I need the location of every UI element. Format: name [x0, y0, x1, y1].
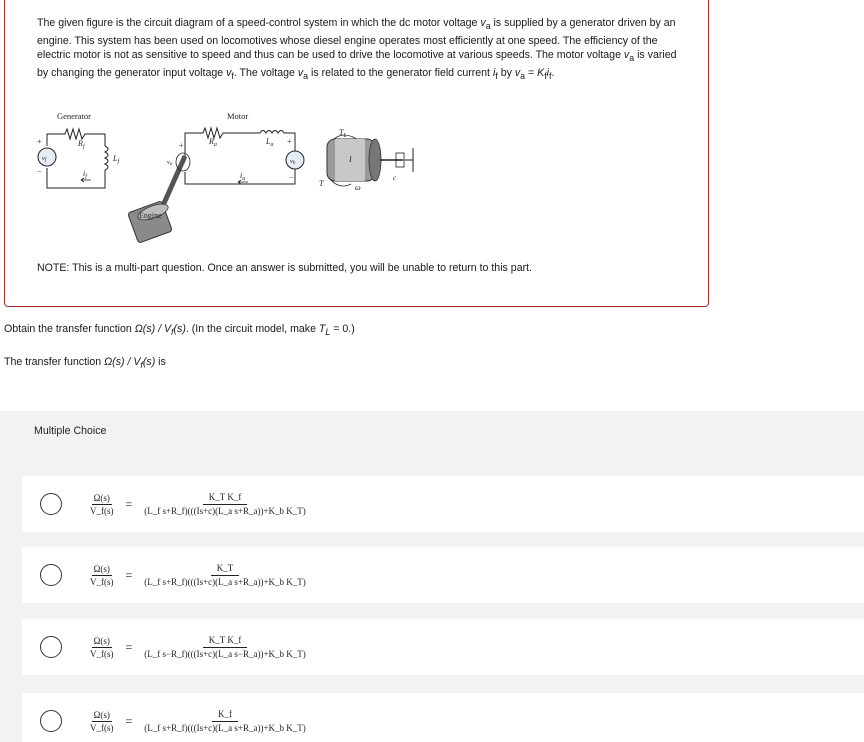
vb-source	[286, 151, 304, 169]
inertia-label: I	[349, 155, 352, 164]
choice-option-2[interactable]	[22, 547, 864, 603]
question-text: Obtain the transfer function $\Omega(s) / V_f(s)$. (In the circuit model, make $T_L = 0$.)	[4, 323, 355, 338]
t-label: T	[319, 179, 324, 188]
vb-plus: +	[287, 137, 292, 146]
circuit-diagram	[35, 106, 435, 251]
choice-formula: $\frac{\Omega(s)}{V\_f(s)}$ = $\frac{\text{K\_T K\_f}}{\text{(L\_f s−R\_f)(((Is+c)(L\_a s−R\_a))+K\_b K\_T)}}$	[90, 635, 306, 659]
ia-label: $i_a$	[240, 171, 246, 182]
ra-label: $R_a$	[209, 137, 217, 148]
choice-formula: $\frac{\Omega(s)}{V\_f(s)}$ = $\frac{K\_f}{\text{(L\_f s+R\_f)(((Is+c)(L\_a s+R\_a))+K\_b K\_T)}}$	[90, 709, 306, 733]
choice-formula: $\frac{\Omega(s)}{V\_f(s)}$ = $\frac{\text{K\_T K\_f}}{\text{(L\_f s+R\_f)(((Is+c)(L\_a s+R\_a))+K\_b K\_T)}}$	[90, 492, 306, 516]
choice-formula: $\frac{\Omega(s)}{V\_f(s)}$ = $\frac{K\_T}{\text{(L\_f s+R\_f)(((Is+c)(L\_a s+R\_a))+K\_b K\_T)}}$	[90, 563, 306, 587]
if-label: $i_f$	[83, 169, 87, 180]
radio-button[interactable]	[40, 493, 62, 515]
rf-label: $R_f$	[78, 139, 85, 150]
va-plus: +	[179, 141, 184, 150]
tl-label: $T_L$	[339, 128, 347, 139]
choice-option-4[interactable]	[22, 693, 864, 742]
lf-label: $L_f$	[113, 154, 120, 165]
vf-plus: +	[37, 137, 42, 146]
la-label: $L_a$	[266, 137, 274, 148]
radio-button[interactable]	[40, 564, 62, 586]
vf-source	[38, 148, 56, 166]
vb-source-label: vb	[290, 158, 296, 166]
problem-card	[4, 0, 709, 307]
radio-button[interactable]	[40, 636, 62, 658]
question-subtext: The transfer function $\Omega(s) / V_f(s)$ is	[4, 356, 166, 371]
note-text: NOTE: This is a multi-part question. Once an answer is submitted, you will be unable to return to this part.	[37, 262, 532, 274]
va-label: va	[167, 159, 173, 167]
engine-block	[128, 201, 173, 243]
radio-button[interactable]	[40, 710, 62, 732]
vb-minus: −	[289, 173, 294, 182]
choice-option-1[interactable]	[22, 476, 864, 532]
problem-statement: The given figure is the circuit diagram of a speed-control system in which the dc motor voltage $v_a$ is supplied by a generator driven by an engine. This system has been used on locomotives whose diesel engine operates most efficiently at one speed. The efficiency of the electric motor is not as sensitive to speed and thus can be used to drive the locomotive at various speeds. The motor voltage $v_a$ is varied by changing the generator input voltage $v_f$. The voltage $v_a$ is related to the generator field current $i_f$ by $v_a = K_fi_f$.	[37, 17, 677, 82]
multiple-choice-section	[0, 411, 864, 742]
vf-minus: −	[37, 167, 42, 176]
engine-label: Engine	[139, 211, 162, 220]
omega-label: ω	[355, 183, 361, 192]
c-label: c	[393, 174, 397, 182]
choice-option-3[interactable]	[22, 619, 864, 675]
multiple-choice-title: Multiple Choice	[34, 425, 107, 437]
motor-label: Motor	[227, 111, 249, 121]
generator-label: Generator	[57, 111, 91, 121]
lf-inductor	[105, 146, 108, 170]
vf-source-label: vf	[42, 155, 47, 163]
